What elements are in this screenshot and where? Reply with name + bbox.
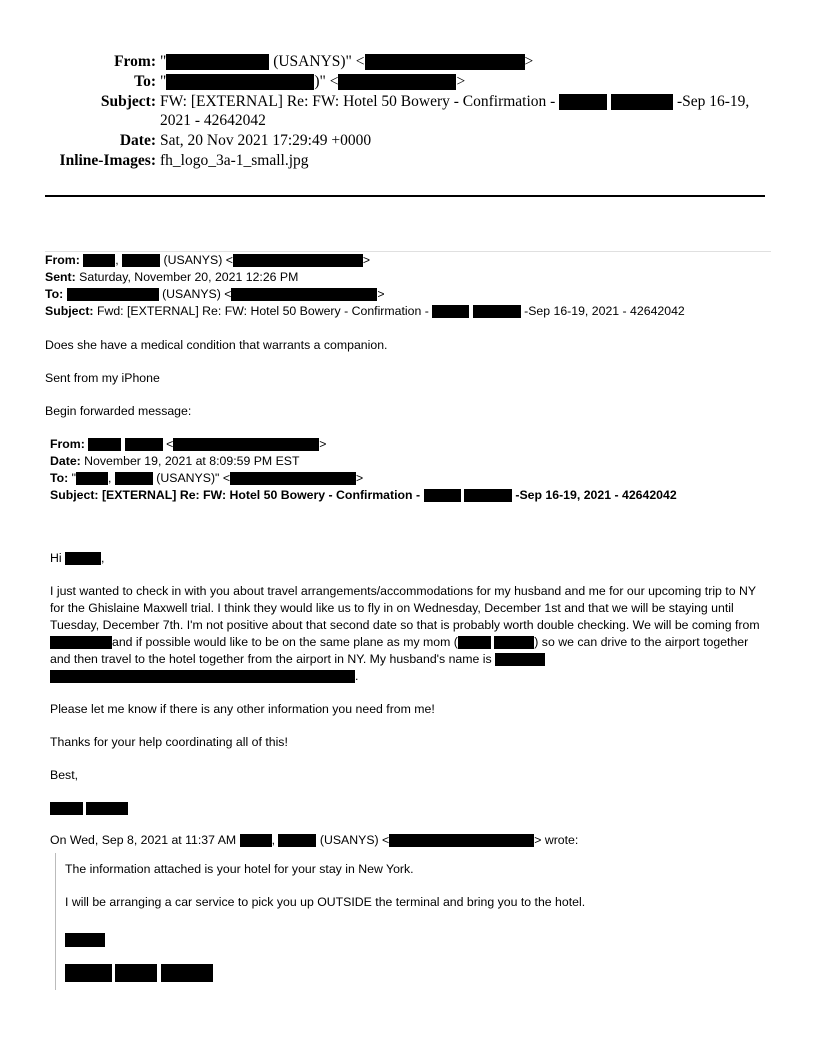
print-date-row <box>0 131 816 150</box>
comma: , <box>101 551 105 565</box>
redaction <box>338 74 456 90</box>
fwd-subject-text-end: -Sep 16-19, 2021 - 42642042 <box>515 488 677 502</box>
letter-paragraph-1 <box>50 583 768 685</box>
outer-sent-line <box>45 269 771 286</box>
redaction <box>122 254 160 267</box>
quoted-signature-2 <box>65 964 771 990</box>
redaction <box>88 438 121 451</box>
outer-subject-text: Fwd: [EXTERNAL] Re: FW: Hotel 50 Bowery - Confirmation - <box>96 304 429 318</box>
print-from-tag: (USANYS)" < <box>273 53 365 70</box>
redaction <box>115 964 157 982</box>
redaction <box>495 653 545 666</box>
redaction <box>432 305 469 318</box>
print-images-value: fh_logo_3a-1_small.jpg <box>160 152 309 169</box>
reply-on-text: On Wed, Sep 8, 2021 at 11:37 AM <box>50 833 237 847</box>
outer-sent-value: Saturday, November 20, 2021 12:26 PM <box>79 270 299 284</box>
email-body <box>45 252 771 990</box>
redaction <box>83 254 115 267</box>
reply-attribution <box>50 832 771 849</box>
print-from-row <box>0 52 816 71</box>
para1-text-a: I just wanted to check in with you about travel arrangements/accommodations for my husband and me for our upcoming trip to NY for the Ghislaine Maxwell trial. I think they would like us to fly in on Wednesday, December 1st and that we will be staying until Tuesday, December 7th. I'm not positive about that second date so that is probably worth double checking. We will be coming from <box>50 584 760 632</box>
fwd-subject-line <box>50 487 771 504</box>
redaction <box>115 472 153 485</box>
letter-paragraph-2: Please let me know if there is any other information you need from me! <box>50 702 435 716</box>
redaction <box>166 54 269 70</box>
print-date-value: Sat, 20 Nov 2021 17:29:49 +0000 <box>160 132 372 149</box>
outer-to-tag: (USANYS) < <box>162 287 232 301</box>
fwd-date-label: Date: <box>50 454 81 468</box>
redaction <box>125 438 163 451</box>
quoted-message <box>55 853 771 990</box>
fwd-subject-label: Subject: <box>50 488 99 502</box>
redaction <box>173 438 319 451</box>
redaction <box>86 802 128 815</box>
redaction <box>161 964 213 982</box>
outer-body-line-2: Sent from my iPhone <box>45 371 160 385</box>
fwd-from-line <box>50 436 771 453</box>
print-images-row <box>0 151 816 170</box>
fwd-to-label: To: <box>50 471 69 485</box>
quote: " <box>71 471 77 485</box>
redaction <box>458 636 491 649</box>
redaction <box>233 254 363 267</box>
redaction <box>365 54 525 70</box>
quoted-line-2: I will be arranging a car service to pick you up OUTSIDE the terminal and bring you to the hotel. <box>65 895 586 909</box>
angle-start: < <box>166 437 174 451</box>
redaction <box>473 305 521 318</box>
redaction <box>464 489 512 502</box>
redaction <box>76 472 108 485</box>
reply-wrote: > wrote: <box>534 833 579 847</box>
redaction <box>424 489 461 502</box>
para1-text-d: . <box>355 669 359 683</box>
fwd-date-line <box>50 453 771 470</box>
outer-to-line <box>45 286 771 303</box>
angle-end: > <box>356 471 364 485</box>
reply-tag: (USANYS) < <box>319 833 390 847</box>
redaction <box>67 288 159 301</box>
letter-paragraph-3: Thanks for your help coordinating all of this! <box>50 735 288 749</box>
comma: , <box>271 833 276 847</box>
outer-subject-line <box>45 303 771 320</box>
outer-sent-label: Sent: <box>45 270 76 284</box>
print-to-row <box>0 72 816 91</box>
print-from-quote: " <box>160 53 167 70</box>
redaction <box>278 834 316 847</box>
print-subject-text-end: -Sep 16-19, 2021 - 42642042 <box>160 93 750 129</box>
para1-text-b: and if possible would like to be on the same plane as my mom ( <box>112 635 458 649</box>
comma: , <box>108 471 112 485</box>
redaction <box>50 670 355 683</box>
redaction <box>65 964 112 982</box>
redaction <box>389 834 534 847</box>
outer-from-tag: (USANYS) < <box>163 253 233 267</box>
redaction <box>240 834 272 847</box>
print-date-label: Date: <box>119 132 156 149</box>
outer-body-line-3: Begin forwarded message: <box>45 404 192 418</box>
redaction <box>231 288 377 301</box>
forwarded-header <box>50 436 771 504</box>
redaction <box>559 94 607 110</box>
letter-greeting <box>50 550 771 567</box>
fwd-date-value: November 19, 2021 at 8:09:59 PM EST <box>84 454 300 468</box>
outer-from-line <box>45 252 771 269</box>
fwd-from-label: From: <box>50 437 85 451</box>
letter-signature <box>50 800 771 817</box>
letter <box>50 550 771 817</box>
angle-end: > <box>377 287 385 301</box>
redaction <box>50 636 112 649</box>
print-to-quote: " <box>160 73 167 90</box>
fwd-to-tag: (USANYS)" < <box>156 471 231 485</box>
comma: , <box>115 253 119 267</box>
header-divider <box>45 195 765 197</box>
redaction <box>230 472 356 485</box>
quoted-signature-1 <box>65 931 771 948</box>
letter-signoff: Best, <box>50 768 79 782</box>
outer-from-label: From: <box>45 253 80 267</box>
angle-end: > <box>319 437 327 451</box>
print-subject-row <box>0 92 816 130</box>
redaction <box>166 74 314 90</box>
outer-body-line-1: Does she have a medical condition that warrants a companion. <box>45 338 388 352</box>
print-to-label: To: <box>134 73 156 90</box>
fwd-subject-text: [EXTERNAL] Re: FW: Hotel 50 Bowery - Confirmation - <box>101 488 421 502</box>
para1-text-c: ) so we can drive to the airport together and then travel to the hotel together from the airport in NY. My husband's name is <box>50 635 749 666</box>
angle-end: > <box>362 253 371 267</box>
print-from-label: From: <box>114 53 156 70</box>
print-subject-text: FW: [EXTERNAL] Re: FW: Hotel 50 Bowery - Confirmation - <box>160 93 556 110</box>
print-images-label: Inline-Images: <box>59 152 156 169</box>
print-subject-label: Subject: <box>100 93 156 110</box>
outer-subject-label: Subject: <box>45 304 94 318</box>
fwd-to-line <box>50 470 771 487</box>
redaction <box>65 933 105 947</box>
print-to-tag: )" < <box>314 73 339 90</box>
redaction <box>50 802 83 815</box>
redaction <box>65 552 101 565</box>
redaction <box>611 94 673 110</box>
quoted-line-1: The information attached is your hotel for your stay in New York. <box>65 862 414 876</box>
redaction <box>494 636 534 649</box>
print-from-end: > <box>524 53 534 70</box>
greeting-text: Hi <box>50 551 62 565</box>
outer-subject-text-end: -Sep 16-19, 2021 - 42642042 <box>524 304 685 318</box>
print-to-end: > <box>456 73 466 90</box>
print-header <box>0 52 816 171</box>
outer-to-label: To: <box>45 287 64 301</box>
